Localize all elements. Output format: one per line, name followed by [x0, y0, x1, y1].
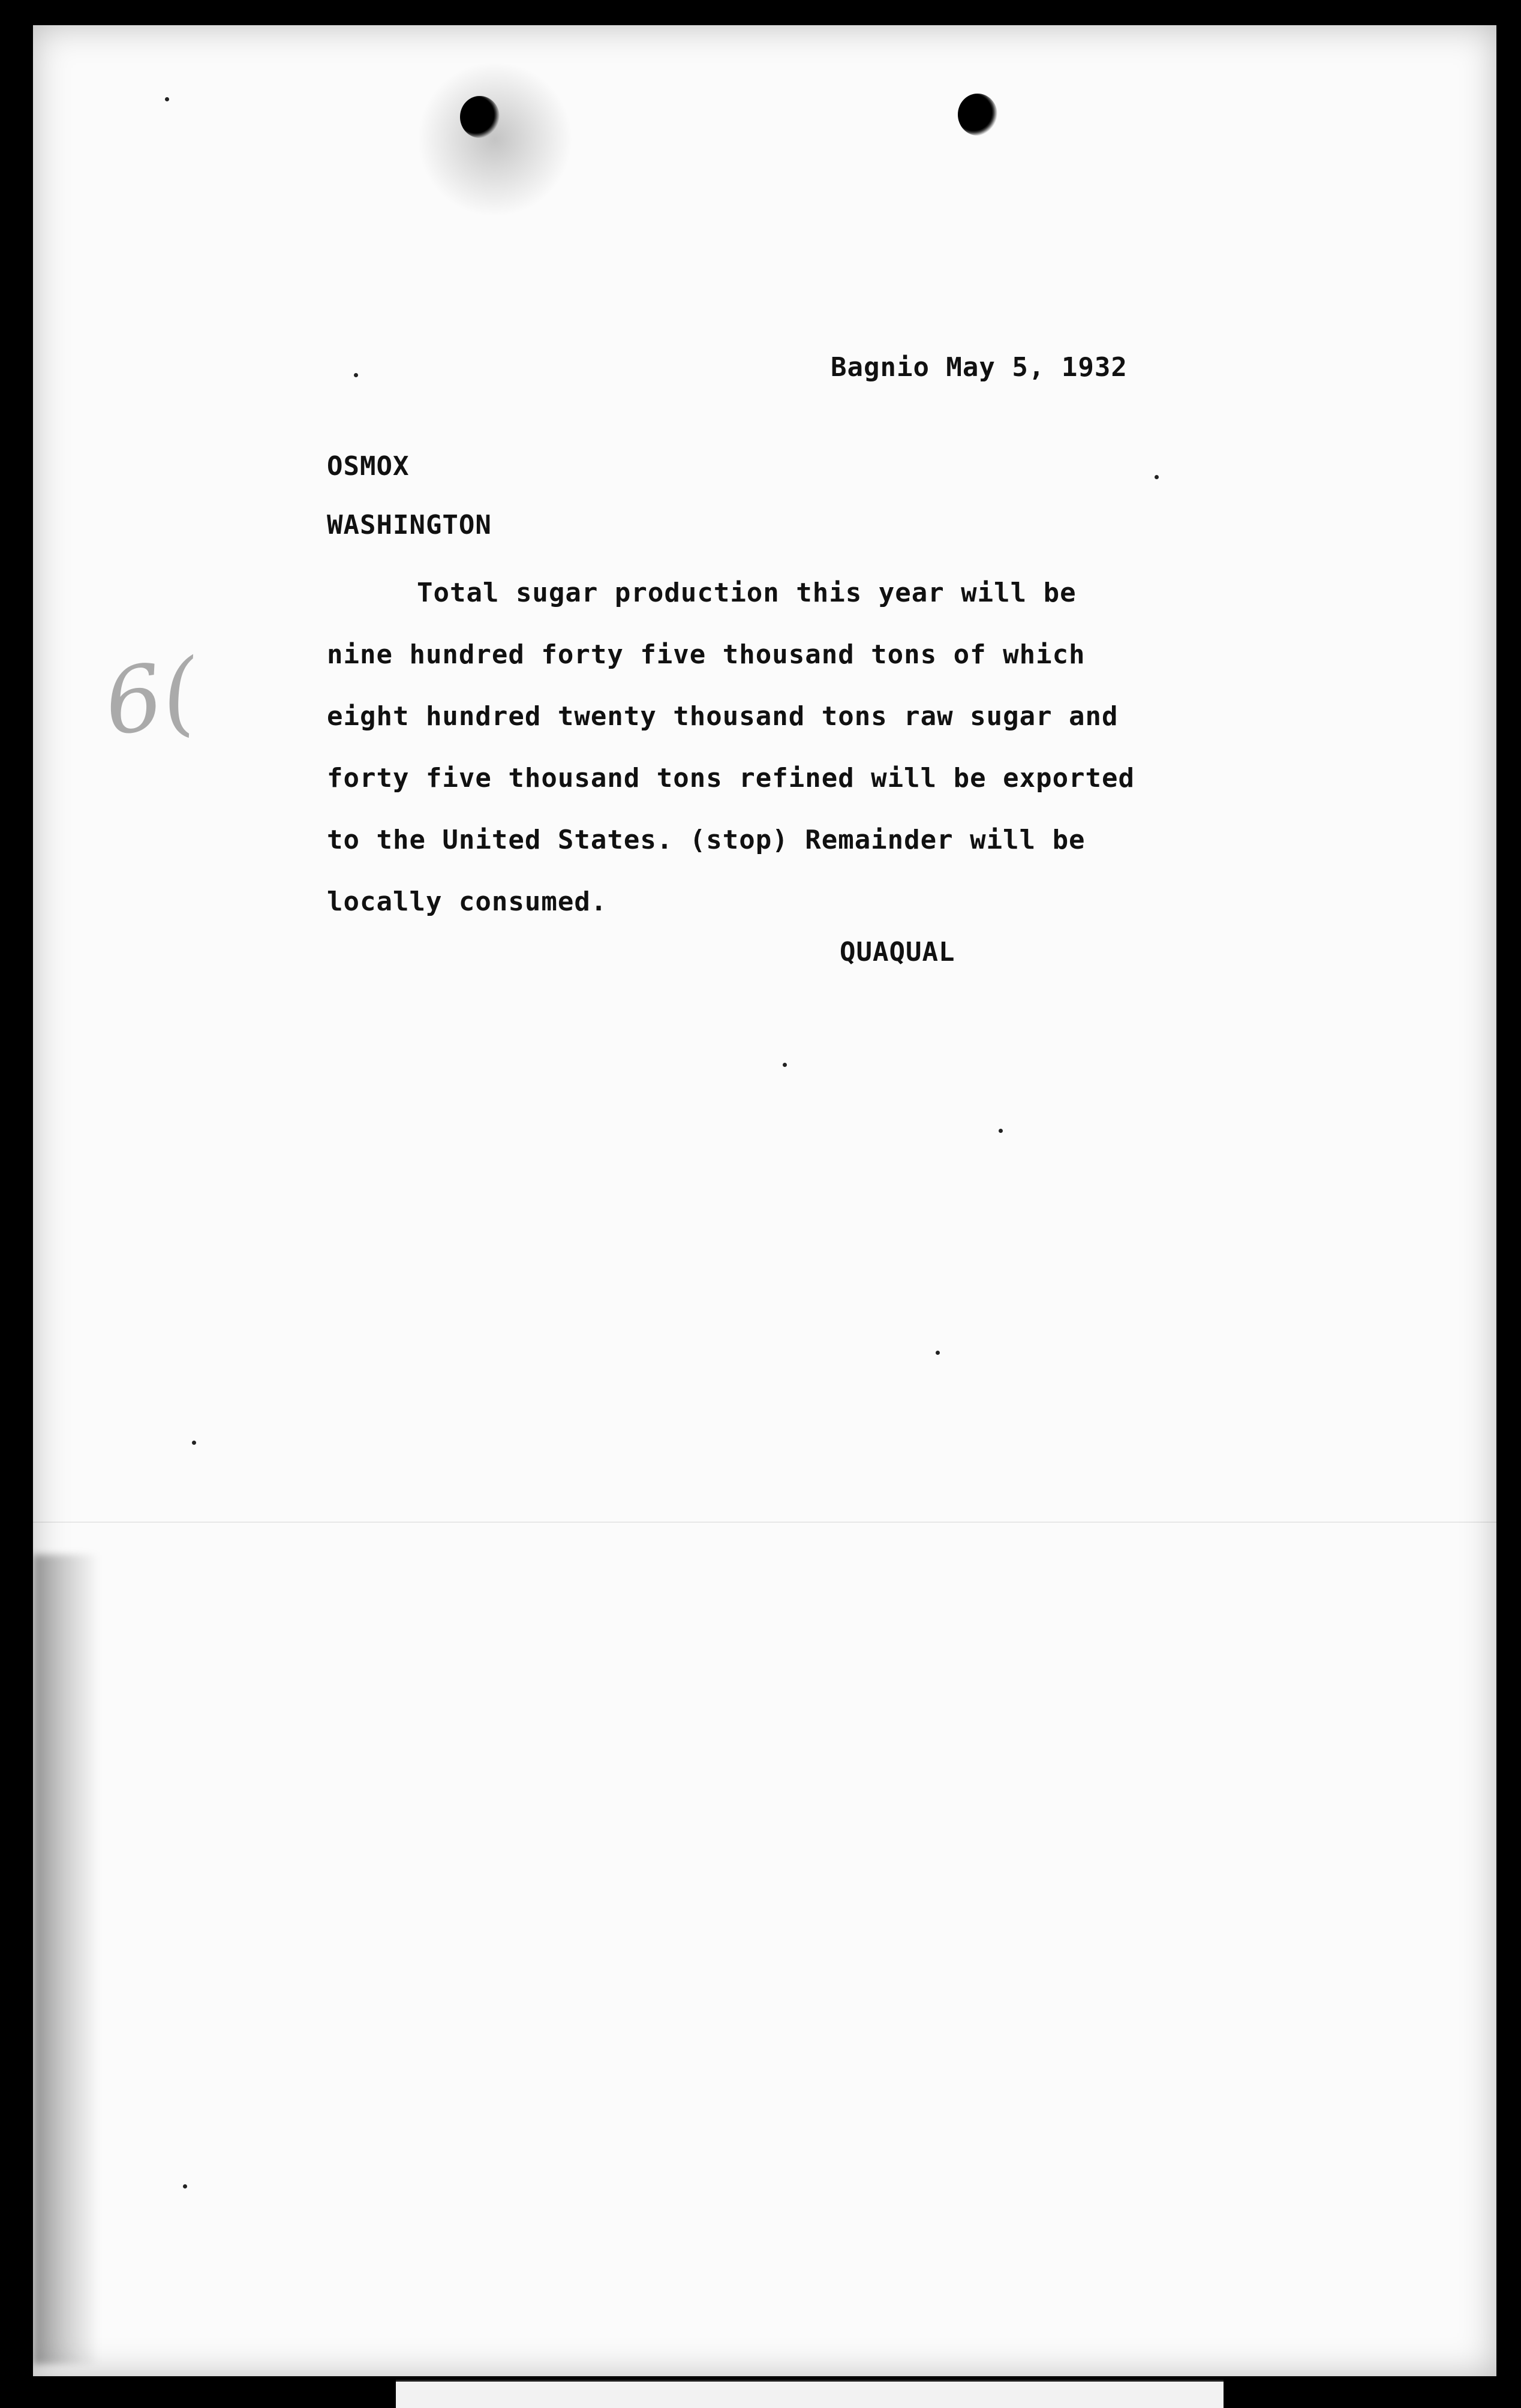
- speck: [165, 97, 169, 101]
- recipient-city: WASHINGTON: [327, 510, 492, 540]
- body-line: to the United States. (stop) Remainder will be: [327, 825, 1086, 855]
- speck: [783, 1063, 787, 1067]
- speck: [354, 373, 358, 377]
- body-line: eight hundred twenty thousand tons raw sugar and: [327, 701, 1119, 732]
- speck: [999, 1129, 1003, 1133]
- signature: QUAQUAL: [840, 937, 955, 967]
- body-line: forty five thousand tons refined will be exported: [327, 763, 1135, 793]
- ink-smudge: [417, 61, 573, 217]
- page-seam: [33, 1522, 1496, 1523]
- dateline: Bagnio May 5, 1932: [831, 352, 1128, 383]
- speck: [183, 2184, 187, 2188]
- bottom-label-strip: [396, 2380, 1224, 2408]
- document-page: [33, 25, 1496, 2376]
- body-line: nine hundred forty five thousand tons of which: [327, 639, 1086, 670]
- punch-hole-right: [958, 94, 997, 136]
- edge-shadow: [33, 1555, 99, 2364]
- message-body: [327, 562, 1135, 933]
- speck: [936, 1351, 940, 1355]
- speck: [1155, 475, 1159, 479]
- recipient: OSMOX: [327, 451, 410, 482]
- body-line: locally consumed.: [327, 886, 608, 917]
- body-line: Total sugar production this year will be: [417, 578, 1077, 608]
- punch-hole-left: [460, 96, 500, 138]
- handwritten-margin-note: 6(: [98, 640, 205, 756]
- speck: [192, 1441, 196, 1445]
